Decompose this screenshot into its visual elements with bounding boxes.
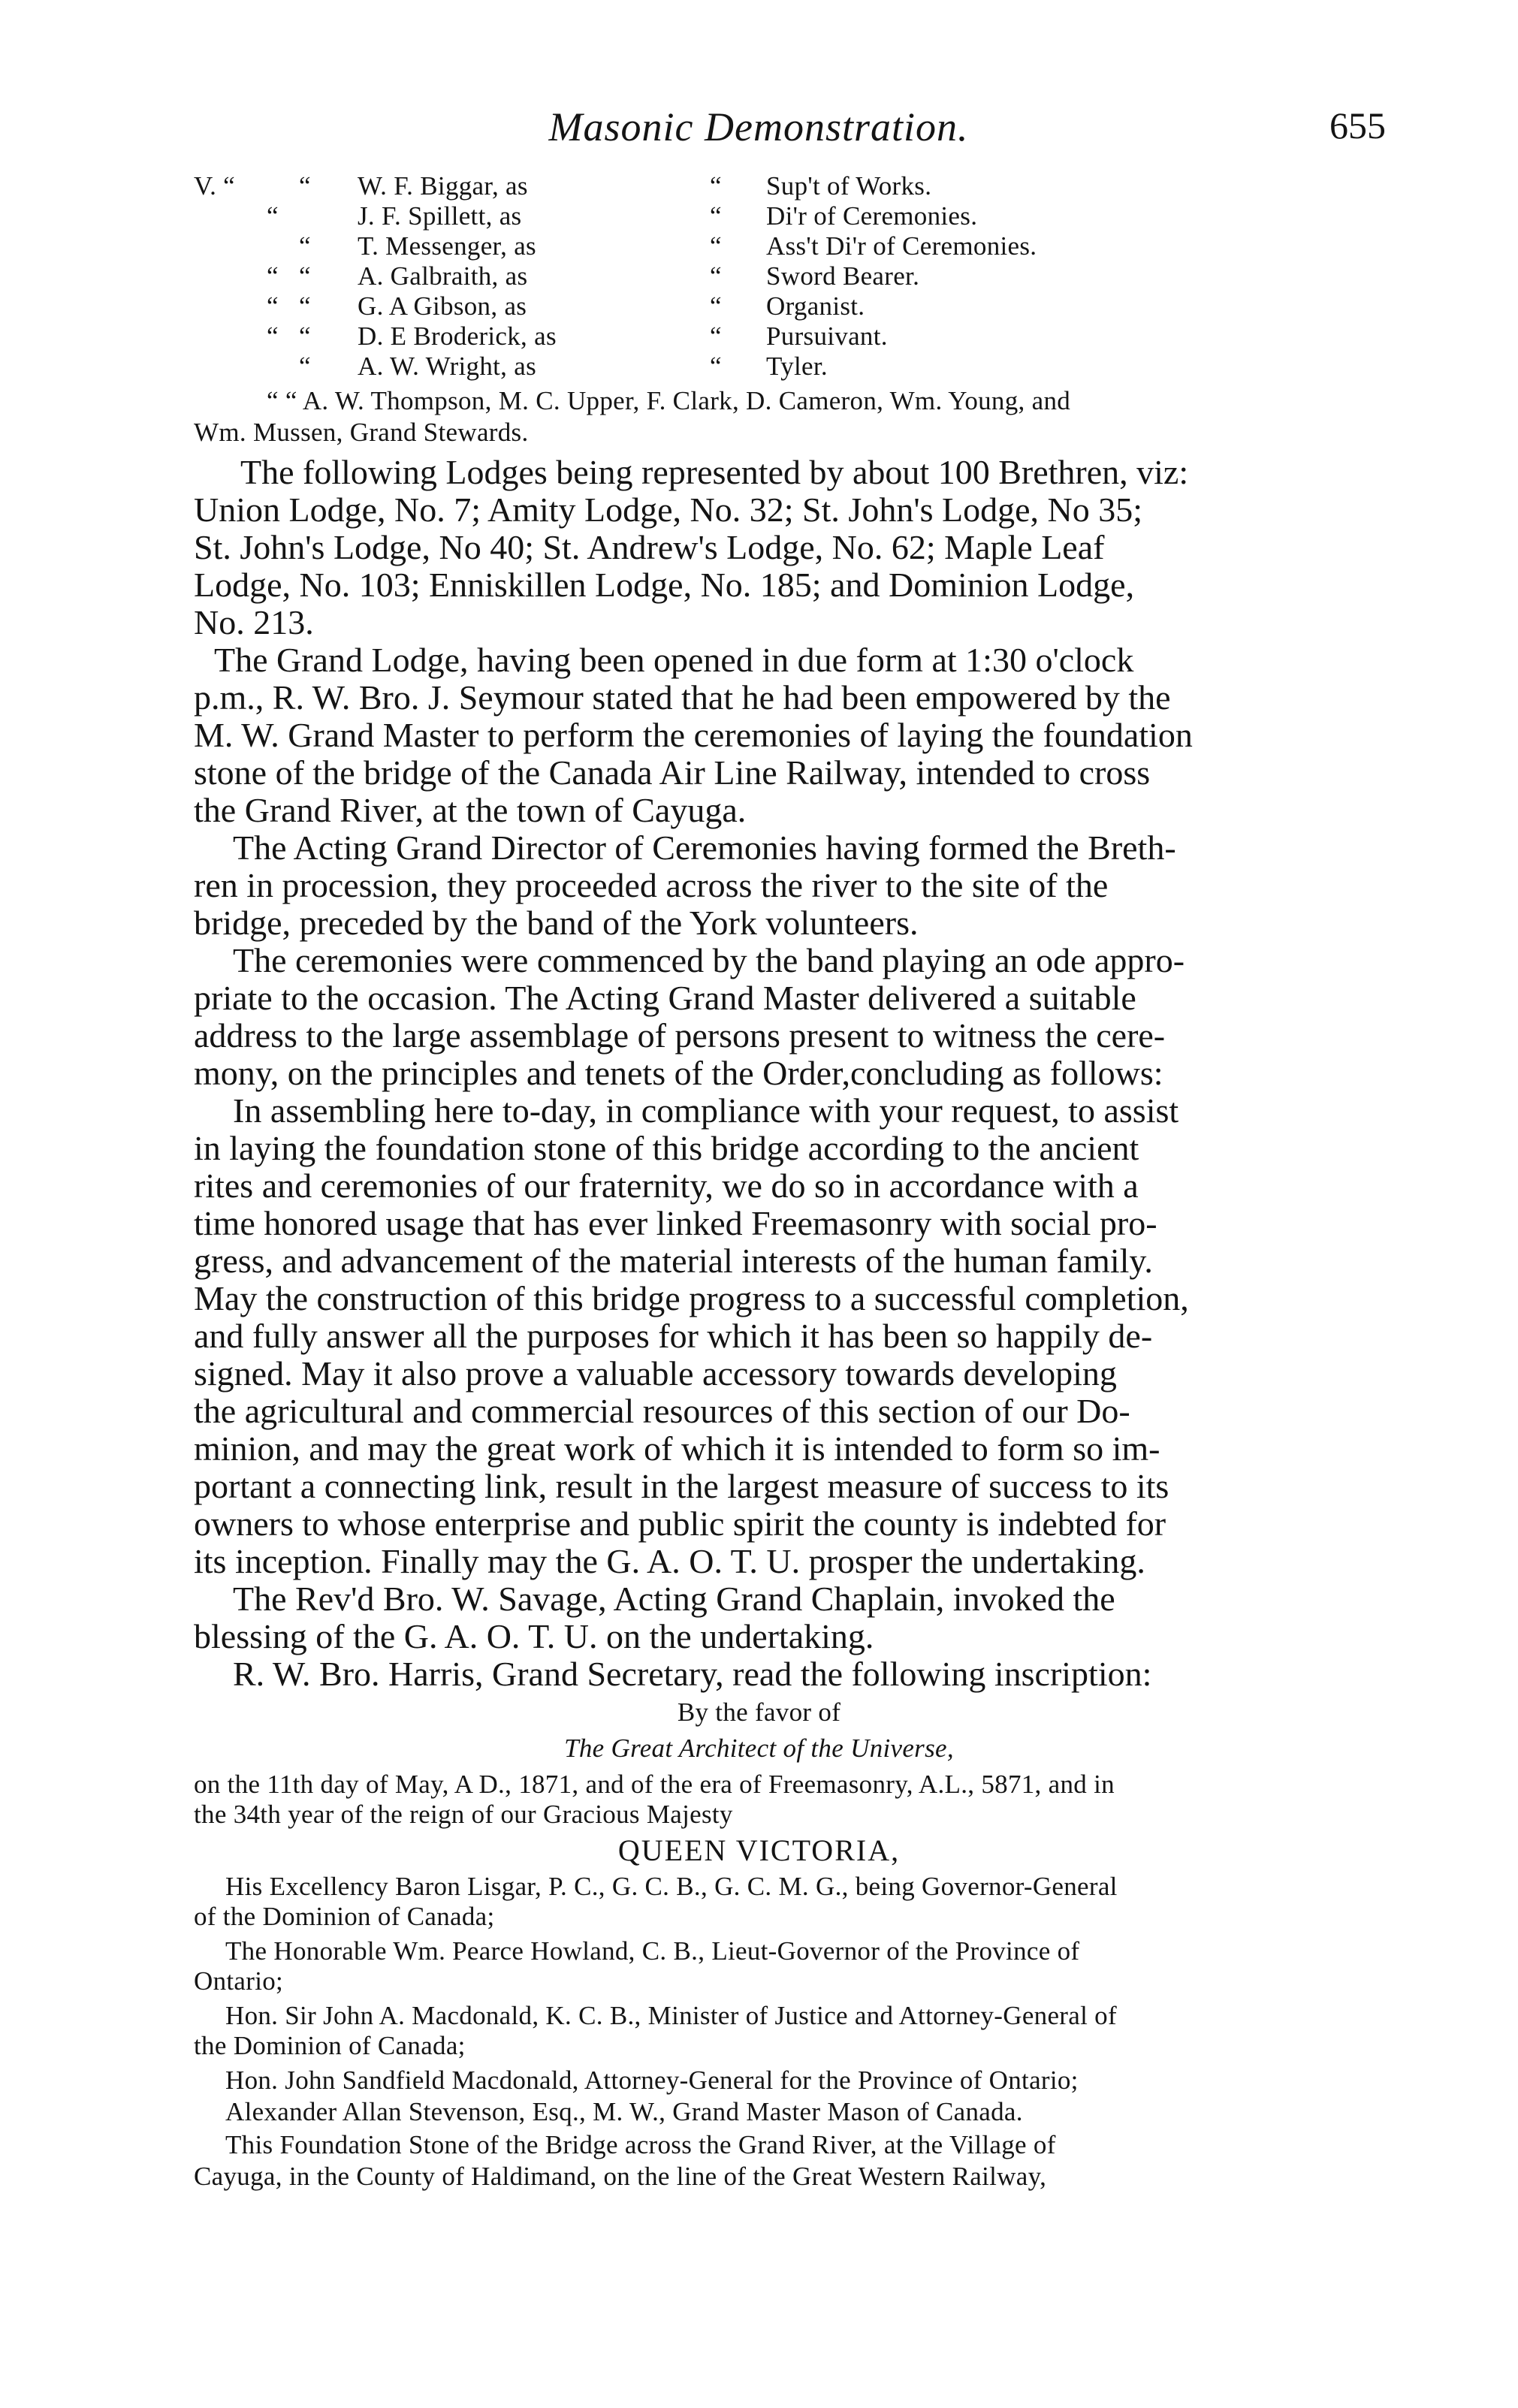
body-line: stone of the bridge of the Canada Air Line Railway, intended to cross [194,753,1151,792]
body-line: its inception. Finally may the G. A. O. T. U. prosper the undertaking. [194,1542,1145,1580]
body-line: the agricultural and commercial resources of this section of our Do- [194,1392,1130,1430]
body-line: p.m., R. W. Bro. J. Seymour stated that he had been empowered by the [194,678,1171,717]
body-line: St. John's Lodge, No 40; St. Andrew's Lodge, No. 62; Maple Leaf [194,528,1105,566]
inscription-dignitary-line: His Excellency Baron Lisgar, P. C., G. C. B., G. C. M. G., being Governor-General [225,1872,1118,1901]
body-line: time honored usage that has ever linked Freemasonry with social pro- [194,1204,1157,1242]
inscription-architect: The Great Architect of the Universe, [564,1734,954,1763]
officer-marks: “ [299,231,311,261]
body-line: ren in procession, they proceeded across the river to the site of the [194,866,1109,904]
officer-marks: “ [710,352,722,381]
stewards-line: “ “ A. W. Thompson, M. C. Upper, F. Clark, D. Cameron, Wm. Young, and [267,386,1071,415]
inscription-by-favor: By the favor of [677,1697,841,1727]
body-line: blessing of the G. A. O. T. U. on the undertaking. [194,1617,874,1655]
body-line: and fully answer all the purposes for which it has been so happily de- [194,1317,1153,1355]
officer-marks: “ [710,321,722,351]
body-line: May the construction of this bridge progress to a successful completion, [194,1279,1189,1317]
body-line: mony, on the principles and tenets of the Order,concluding as follows: [194,1054,1163,1092]
inscription-date-line: the 34th year of the reign of our Gracious Majesty [194,1800,733,1829]
body-line: The following Lodges being represented by about 100 Brethren, viz: [240,453,1189,491]
officer-office: Di'r of Ceremonies. [766,201,978,231]
body-line: In assembling here to-day, in compliance with your request, to assist [233,1091,1179,1130]
officer-name: T. Messenger, as [358,231,536,261]
officer-name: D. E Broderick, as [358,321,557,351]
inscription-queen: QUEEN VICTORIA, [617,1833,901,1867]
inscription-dignitary-line: This Foundation Stone of the Bridge across the Grand River, at the Village of [225,2130,1056,2159]
officer-marks: “ [267,291,279,321]
officer-marks: “ [299,321,311,351]
body-line: in laying the foundation stone of this bridge according to the ancient [194,1129,1139,1167]
inscription-dignitary-line: The Honorable Wm. Pearce Howland, C. B., Lieut-Governor of the Province of [225,1936,1080,1966]
officer-marks: “ [710,261,722,291]
inscription-dignitary-line: the Dominion of Canada; [194,2031,466,2060]
officer-marks: “ [267,321,279,351]
officer-office: Sup't of Works. [766,171,932,201]
officer-marks: “ [710,291,722,321]
body-line: minion, and may the great work of which it is intended to form so im- [194,1429,1160,1468]
officer-office: Pursuivant. [766,321,888,351]
body-line: The ceremonies were commenced by the band playing an ode appro- [233,941,1185,979]
body-line: portant a connecting link, result in the largest measure of success to its [194,1467,1169,1505]
body-line: The Rev'd Bro. W. Savage, Acting Grand Chaplain, invoked the [233,1580,1115,1618]
body-line: gress, and advancement of the material interests of the human family. [194,1242,1153,1280]
officer-office: Ass't Di'r of Ceremonies. [766,231,1037,261]
body-line: No. 213. [194,603,314,641]
officer-marks: “ [710,201,722,231]
officer-name: G. A Gibson, as [358,291,527,321]
body-line: The Acting Grand Director of Ceremonies having formed the Breth- [233,828,1176,867]
officer-name: W. F. Biggar, as [358,171,528,201]
body-line: the Grand River, at the town of Cayuga. [194,791,747,829]
officer-name: A. Galbraith, as [358,261,528,291]
officer-office: Tyler. [766,352,828,381]
page-header [0,104,1518,164]
inscription-date-line: on the 11th day of May, A D., 1871, and of the era of Freemasonry, A.L., 5871, and in [194,1770,1115,1799]
body-line: owners to whose enterprise and public spirit the county is indebted for [194,1504,1166,1543]
inscription-dignitary-line: Hon. Sir John A. Macdonald, K. C. B., Minister of Justice and Attorney-General of [225,2001,1117,2030]
inscription-dignitary-line: of the Dominion of Canada; [194,1902,495,1931]
officer-marks: “ [267,261,279,291]
body-line: R. W. Bro. Harris, Grand Secretary, read the following inscription: [233,1655,1152,1693]
running-title: Masonic Demonstration. [548,104,969,149]
body-line: Union Lodge, No. 7; Amity Lodge, No. 32; St. John's Lodge, No 35; [194,490,1143,529]
body-line: M. W. Grand Master to perform the ceremonies of laying the foundation [194,716,1193,754]
officer-name: J. F. Spillett, as [358,201,522,231]
officer-name: A. W. Wright, as [358,352,537,381]
body-line: The Grand Lodge, having been opened in due form at 1:30 o'clock [214,641,1134,679]
officer-marks: “ [710,231,722,261]
inscription-dignitary-line: Ontario; [194,1966,284,1996]
officer-marks: “ [299,291,311,321]
officer-office: Organist. [766,291,865,321]
page-number: 655 [1329,104,1386,146]
officer-marks: “ [299,352,311,381]
body-line: bridge, preceded by the band of the York volunteers. [194,904,919,942]
inscription-dignitary-line: Hon. John Sandfield Macdonald, Attorney-General for the Province of Ontario; [225,2066,1079,2095]
officer-marks: “ [299,261,311,291]
body-line: address to the large assemblage of persons present to witness the cere- [194,1016,1166,1055]
officer-marks: V. “ [194,171,235,201]
officer-office: Sword Bearer. [766,261,920,291]
inscription-dignitary-line: Cayuga, in the County of Haldimand, on the line of the Great Western Railway, [194,2162,1047,2191]
body-line: rites and ceremonies of our fraternity, we do so in accordance with a [194,1166,1139,1205]
officer-marks: “ [299,171,311,201]
officer-marks: “ [710,171,722,201]
body-line: signed. May it also prove a valuable accessory towards developing [194,1354,1117,1393]
body-line: Lodge, No. 103; Enniskillen Lodge, No. 185; and Dominion Lodge, [194,566,1135,604]
body-line: priate to the occasion. The Acting Grand Master delivered a suitable [194,979,1136,1017]
officer-marks: “ [267,201,279,231]
inscription-dignitary-line: Alexander Allan Stevenson, Esq., M. W., Grand Master Mason of Canada. [225,2097,1023,2126]
stewards-line: Wm. Mussen, Grand Stewards. [194,418,529,447]
